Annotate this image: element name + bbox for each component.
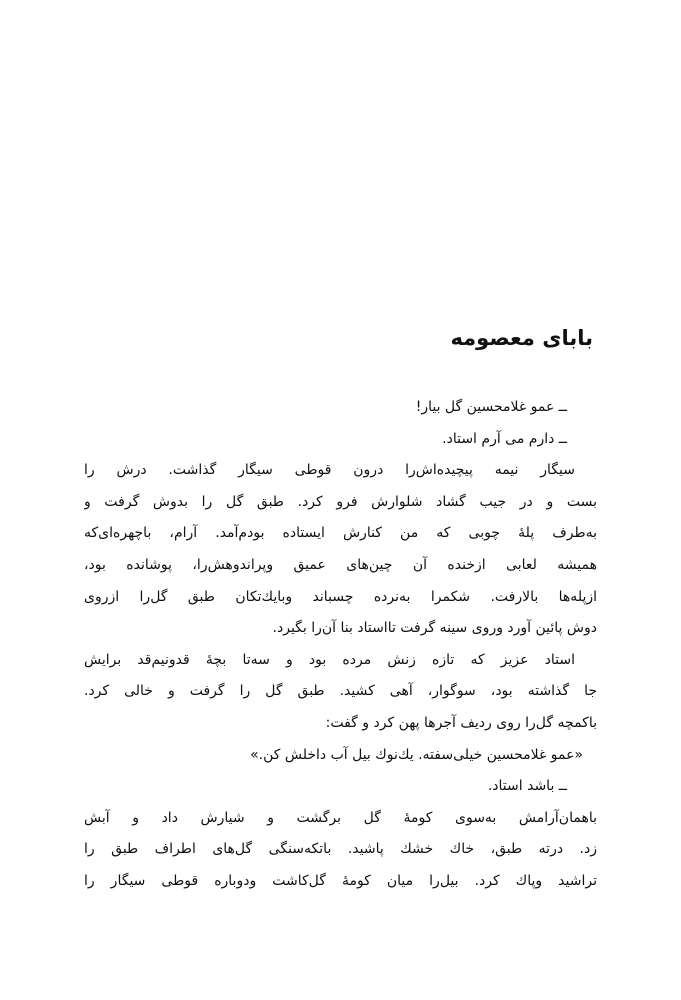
text-line-6: همیشه لعابی ازخنده آن چین‌های عمیق وپراندوهش‌را، پوشانده بود، [84,556,597,573]
text-line-13: ــ باشد استاد. [487,778,567,795]
text-line-4: بست و در جیب گشاد شلوارش فرو کرد. طبق گل را بدوش گرفت و [84,493,597,510]
text-line-16: تراشید وپاك کرد. بیل‌را میان کومهٔ گل‌کاشت ودوباره قوطی سیگار را [84,872,597,889]
text-line-5: به‌طرف پلهٔ چوبی که من کنارش ایستاده بودم‌آمد. آرام، باچهره‌ای‌که [84,525,597,542]
chapter-title: بابای معصومه [450,326,593,350]
text-line-2: ــ دارم می آرم استاد. [442,430,567,447]
text-line-8: دوش پائین آورد وروی سینه گرفت تااستاد بنا آن‌را بگیرد. [272,620,597,637]
text-line-1: ــ عمو غلامحسین گل بیار! [415,399,567,415]
body-text [84,392,597,898]
text-line-11: باکمچه گل‌را روی ردیف آجرها پهن کرد و گفت: [325,714,597,731]
text-line-15: زد. درته طبق، خاك خشك پاشید. باتکه‌سنگی گل‌های اطراف طبق را [84,841,597,858]
text-line-10: جا گذاشته بود، سوگوار، آهی کشید. طبق گل را گرفت و خالی کرد. [84,683,597,700]
text-line-7: ازپله‌ها بالارفت. شکمرا به‌نرده چسباند وبایك‌تکان طبق گل‌را ازروی [84,588,597,605]
text-line-14: باهمان‌آرامش به‌سوی کومهٔ گل برگشت و شیارش داد و آبش [84,809,597,826]
text-line-9: استاد عزیز که تازه زنش مرده بود و سه‌تا بچهٔ قدونیم‌قد برایش [84,651,575,668]
text-line-12: «عمو غلامحسین خیلی‌سفته. یك‌نوك بیل آب داخلش کن.» [250,746,583,763]
text-line-3: سیگار نیمه پیچیده‌اش‌را درون قوطی سیگار گذاشت. درش را [84,462,575,479]
